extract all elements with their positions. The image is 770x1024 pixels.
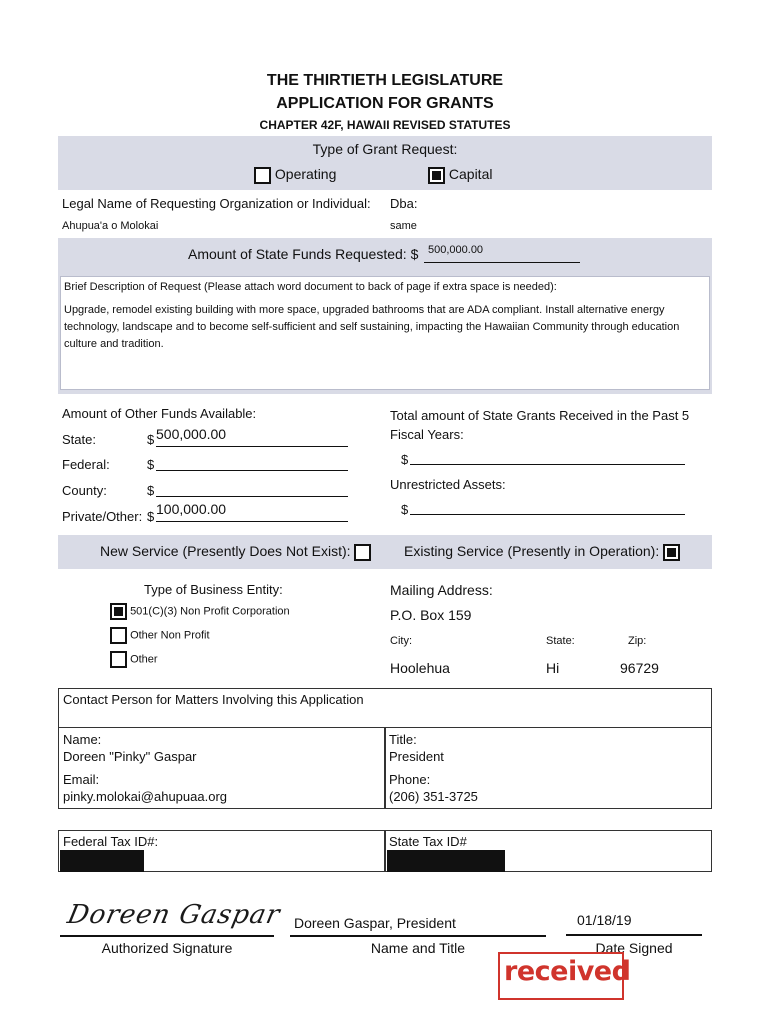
state-grants-label: Total amount of State Grants Received in the Past 5 bbox=[390, 408, 690, 423]
name-title-value[interactable]: Doreen Gaspar, President bbox=[294, 915, 456, 931]
business-entity-label: Type of Business Entity: bbox=[144, 582, 283, 597]
state-funds-value: 500,000.00 bbox=[156, 426, 227, 442]
city-label: City: bbox=[390, 635, 412, 647]
form-subtitle-chapter: CHAPTER 42F, HAWAII REVISED STATUTES bbox=[259, 118, 511, 132]
entity-other-nonprofit-label: Other Non Profit bbox=[130, 629, 210, 642]
federal-funds-dollar: $ bbox=[147, 457, 155, 472]
contact-header: Contact Person for Matters Involving this Application bbox=[63, 692, 364, 707]
contact-divider bbox=[384, 727, 386, 809]
legal-name-label: Legal Name of Requesting Organization or Individual: bbox=[62, 196, 371, 211]
description-text: Upgrade, remodel existing building with more space, upgraded bathrooms that are ADA compliant. Install alternative energy technology, landscape and to become self-sufficient and self sustaining, impacting the Hawaiian Community through education culture and tradition. bbox=[64, 304, 680, 350]
contact-email-label: Email: bbox=[63, 772, 100, 787]
contact-name-block[interactable] bbox=[63, 731, 197, 765]
county-funds-label: County: bbox=[62, 483, 107, 498]
entity-501c3-label: 501(C)(3) Non Profit Corporation bbox=[130, 605, 290, 618]
entity-other-label: Other bbox=[130, 653, 158, 666]
existing-service-checkbox[interactable] bbox=[663, 544, 680, 561]
unrestricted-assets-field[interactable] bbox=[410, 500, 685, 515]
legal-name-value[interactable]: Ahupua'a o Molokai bbox=[62, 220, 159, 232]
contact-email-block[interactable] bbox=[63, 771, 227, 805]
amount-requested-field[interactable] bbox=[424, 246, 580, 263]
amount-requested-value: 500,000.00 bbox=[428, 244, 484, 256]
other-funds-label: Amount of Other Funds Available: bbox=[62, 406, 257, 421]
new-service-checkbox[interactable] bbox=[354, 544, 371, 561]
date-signed-label: Date Signed bbox=[595, 940, 673, 956]
state-funds-field[interactable] bbox=[156, 428, 348, 447]
state-label: State: bbox=[546, 635, 575, 647]
form-title-legislature: THE THIRTIETH LEGISLATURE bbox=[266, 72, 504, 89]
county-funds-field[interactable] bbox=[156, 480, 348, 497]
private-funds-dollar: $ bbox=[147, 509, 155, 524]
contact-phone-label: Phone: bbox=[389, 772, 431, 787]
private-funds-value: 100,000.00 bbox=[156, 501, 227, 517]
contact-name-label: Name: bbox=[63, 732, 102, 747]
grant-type-operating[interactable] bbox=[254, 166, 336, 184]
state-grants-field[interactable] bbox=[410, 450, 685, 465]
state-funds-label: State: bbox=[62, 432, 96, 447]
unrestricted-assets-dollar: $ bbox=[401, 502, 409, 517]
zip-label: Zip: bbox=[628, 635, 647, 647]
name-title-line bbox=[290, 935, 546, 937]
federal-funds-field[interactable] bbox=[156, 454, 348, 471]
state-grants-label-2: Fiscal Years: bbox=[390, 427, 464, 442]
entity-other-checkbox[interactable] bbox=[110, 651, 127, 668]
zip-value[interactable]: 96729 bbox=[620, 660, 659, 676]
entity-501c3-checkbox[interactable] bbox=[110, 603, 127, 620]
amount-requested-label: Amount of State Funds Requested: $ bbox=[188, 246, 419, 262]
operating-label: Operating bbox=[274, 166, 337, 182]
federal-funds-label: Federal: bbox=[62, 457, 110, 472]
state-grants-dollar: $ bbox=[401, 452, 409, 467]
form-title-application: APPLICATION FOR GRANTS bbox=[276, 95, 494, 112]
state-value[interactable]: Hi bbox=[546, 660, 560, 676]
federal-tax-id-redacted bbox=[60, 850, 144, 872]
new-service-label: New Service (Presently Does Not Exist): bbox=[100, 543, 351, 559]
private-funds-label: Private/Other: bbox=[62, 509, 143, 524]
capital-checkbox[interactable] bbox=[428, 167, 445, 184]
entity-other-nonprofit-option[interactable] bbox=[110, 627, 210, 644]
received-stamp bbox=[498, 952, 631, 1000]
grant-type-capital[interactable] bbox=[428, 166, 492, 184]
private-funds-field[interactable] bbox=[156, 503, 348, 522]
contact-email-value: pinky.molokai@ahupuaa.org bbox=[63, 789, 227, 804]
date-signed-value[interactable]: 01/18/19 bbox=[577, 912, 632, 928]
federal-tax-id-label: Federal Tax ID#: bbox=[63, 834, 159, 849]
existing-service-option[interactable] bbox=[404, 543, 680, 561]
dba-label: Dba: bbox=[390, 196, 418, 211]
state-tax-id-redacted bbox=[387, 850, 505, 872]
mailing-address-label: Mailing Address: bbox=[390, 582, 493, 598]
capital-label: Capital bbox=[448, 166, 493, 182]
contact-phone-value: (206) 351-3725 bbox=[389, 789, 478, 804]
existing-service-label: Existing Service (Presently in Operation): bbox=[404, 543, 660, 559]
county-funds-dollar: $ bbox=[147, 483, 155, 498]
name-title-label: Name and Title bbox=[370, 940, 466, 956]
contact-title-block[interactable] bbox=[389, 731, 444, 765]
entity-other-option[interactable] bbox=[110, 651, 158, 668]
operating-checkbox[interactable] bbox=[254, 167, 271, 184]
signature-label: Authorized Signature bbox=[101, 940, 233, 956]
contact-phone-block[interactable] bbox=[389, 771, 478, 805]
contact-title-value: President bbox=[389, 749, 444, 764]
entity-501c3-option[interactable] bbox=[110, 603, 290, 620]
mailing-address-value[interactable]: P.O. Box 159 bbox=[390, 607, 472, 623]
grant-type-label: Type of Grant Request: bbox=[312, 141, 458, 157]
contact-title-label: Title: bbox=[389, 732, 417, 747]
signature-line bbox=[60, 935, 274, 937]
state-tax-id-label: State Tax ID# bbox=[389, 834, 467, 849]
received-stamp-text: received bbox=[504, 956, 631, 987]
signature-image bbox=[60, 898, 284, 938]
signature-scribble: Doreen Gaspar bbox=[64, 900, 284, 930]
state-funds-dollar: $ bbox=[147, 432, 155, 447]
description-label: Brief Description of Request (Please attach word document to back of page if extra space is needed): bbox=[64, 281, 557, 293]
city-value[interactable]: Hoolehua bbox=[390, 660, 450, 676]
contact-name-value: Doreen "Pinky" Gaspar bbox=[63, 749, 197, 764]
tax-id-divider bbox=[384, 830, 386, 872]
entity-other-nonprofit-checkbox[interactable] bbox=[110, 627, 127, 644]
unrestricted-assets-label: Unrestricted Assets: bbox=[390, 477, 506, 492]
date-signed-line bbox=[566, 934, 702, 936]
new-service-option[interactable] bbox=[100, 543, 371, 561]
dba-value[interactable]: same bbox=[390, 220, 417, 232]
